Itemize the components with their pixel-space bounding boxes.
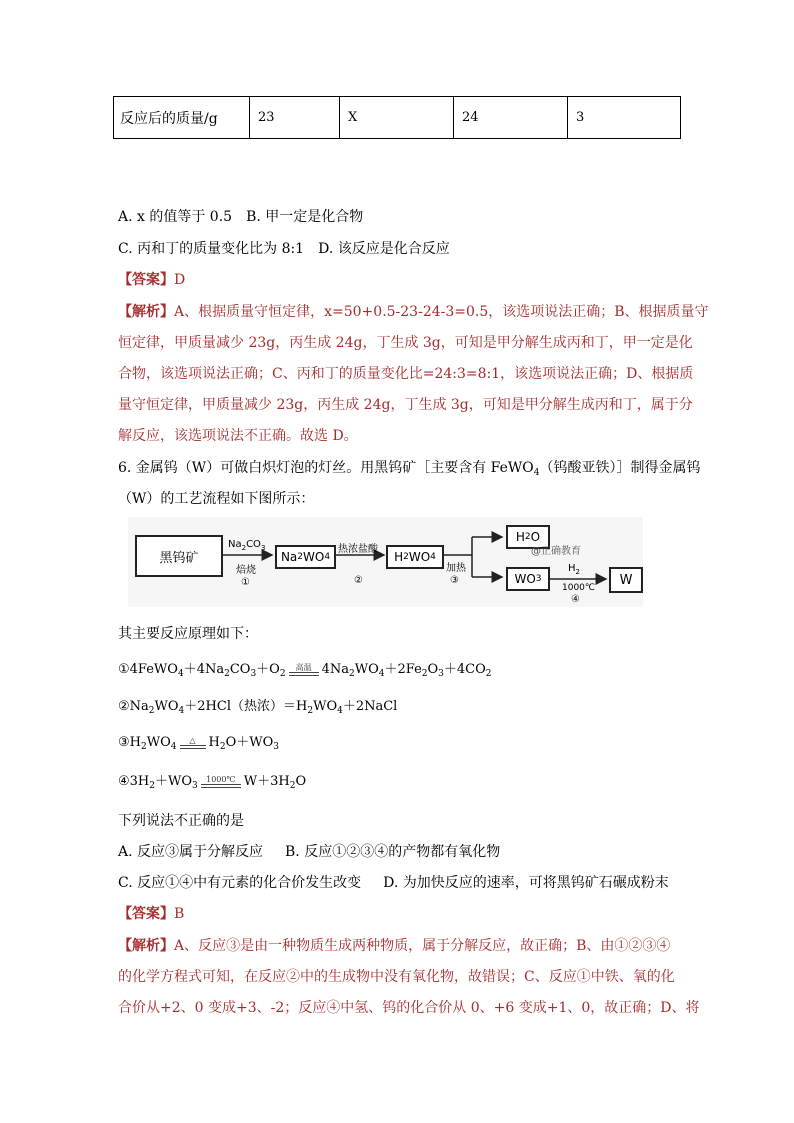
q6-option-a: A. 反应③属于分解反应 — [118, 844, 264, 860]
q6-stem-line: 6. 金属钨（W）可做白炽灯泡的灯丝。用黑钨矿［主要含有 FeWO$_4$（钨酸亚铁）］制得金属钨 — [118, 460, 701, 478]
analysis-label: 【解析】 — [118, 304, 174, 320]
q5-option-d: D. 该反应是化合反应 — [318, 241, 450, 257]
q5-option-c: C. 丙和丁的质量变化比为 8:1 — [118, 241, 305, 257]
table-cell: 24 — [454, 97, 568, 139]
q5-analysis-line: 【解析】A、根据质量守恒定律，x=50+0.5-23-24-3=0.5，该选项说法正确；B、根据质量守 — [118, 304, 709, 320]
equation-4: $④3H_2+WO_3$ 1000℃ $W+3H_2O$ — [118, 774, 307, 791]
answer-label: 【答案】 — [118, 906, 174, 922]
box-wolframite-ore: 黑钨矿 — [135, 535, 223, 577]
table-row-label: 反应后的质量/g — [114, 97, 250, 139]
q6-analysis-line: 【解析】A、反应③是由一种物质生成两种物质，属于分解反应，故正确；B、由①②③④ — [118, 938, 671, 954]
reaction-condition: △ — [180, 736, 206, 749]
q5-options-ab — [118, 207, 363, 227]
box-na2wo4: Na 2 WO 4 — [275, 545, 336, 569]
condition-heat: 加热 — [446, 563, 466, 574]
step-2-label: ② — [354, 575, 363, 586]
reagent-h2: $H_2$ — [568, 563, 580, 576]
q5-analysis-line: 量守恒定律，甲质量减少 23g，丙生成 24g，丁生成 3g，可知是甲分解生成丙和丁，属于分 — [118, 397, 693, 413]
equation-3: $③H_2WO_4$ △ $H_2O+WO_3$ — [118, 735, 279, 752]
table-cell: 23 — [250, 97, 340, 139]
table-cell: 3 — [568, 97, 681, 139]
q5-option-b: B. 甲一定是化合物 — [246, 209, 364, 225]
box-w: W — [609, 567, 643, 593]
q5-option-a: A. x 的值等于 0.5 — [118, 209, 233, 225]
q6-options-cd — [118, 873, 669, 893]
q5-analysis-line: 解反应，该选项说法不正确。故选 D。 — [118, 428, 358, 444]
answer-value: B — [174, 906, 185, 922]
equation-2: $②Na_2WO_4+2HCl$（热浓）$=H_2WO_4+2NaCl$ — [118, 699, 398, 716]
analysis-label: 【解析】 — [118, 938, 174, 954]
q5-analysis-line: 合物，该选项说法正确；C、丙和丁的质量变化比=24:3=8:1，该选项说法正确；D、根据质 — [118, 366, 694, 382]
watermark-text: @正确教育 — [531, 546, 581, 557]
q6-analysis-line: 的化学方程式可知，在反应②中的生成物中没有氧化物，故错误；C、反应①中铁、氧的化 — [118, 969, 675, 985]
q6-answer — [118, 904, 184, 924]
step-1-label: ① — [241, 577, 250, 588]
step-4-label: ④ — [571, 594, 580, 605]
q6-option-c: C. 反应①④中有元素的化合价发生改变 — [118, 875, 362, 891]
process-flow-diagram — [128, 517, 643, 607]
reagent-hot-hcl: 热浓盐酸 — [338, 544, 378, 555]
principle-title: 其主要反应原理如下： — [118, 626, 258, 642]
condition-roast: 焙烧 — [236, 565, 256, 576]
q6-analysis-line: 合价从+2、0 变成+3、-2；反应④中氢、钨的化合价从 0、+6 变成+1、0，故正确；D、将 — [118, 1000, 700, 1016]
q6-question: 下列说法不正确的是 — [118, 813, 244, 829]
mass-table — [113, 96, 681, 139]
reaction-condition: 1000℃ — [201, 775, 241, 788]
box-h2wo4: H 2 WO 4 — [386, 545, 444, 569]
answer-label: 【答案】 — [118, 272, 174, 288]
table-row — [114, 97, 681, 139]
q6-stem-line: （W）的工艺流程如下图所示： — [118, 491, 315, 507]
reagent-na2co3: $Na_2CO_3$ — [228, 539, 266, 552]
q6-option-d: D. 为加快反应的速率，可将黑钨矿石碾成粉末 — [383, 875, 669, 891]
box-h2o: H 2 O — [506, 525, 550, 549]
box-wo3: WO 3 — [506, 567, 550, 591]
q5-analysis-line: 恒定律，甲质量减少 23g，丙生成 24g，丁生成 3g，可知是甲分解生成丙和丁，甲一定是化 — [118, 335, 693, 351]
reaction-condition: 高温 — [289, 663, 319, 676]
q6-option-b: B. 反应①②③④的产物都有氧化物 — [285, 844, 501, 860]
condition-1000c: 1000℃ — [562, 583, 596, 593]
q5-options-cd — [118, 239, 450, 259]
equation-1: $①4FeWO_4+4Na_2CO_3+O_2$ 高温 $4Na_2WO_4+2Fe_2O_3+4CO_2$ — [118, 662, 492, 679]
step-3-label: ③ — [450, 575, 459, 586]
q6-options-ab — [118, 842, 500, 862]
table-cell: X — [340, 97, 454, 139]
q5-answer — [118, 270, 185, 290]
answer-value: D — [174, 272, 186, 288]
